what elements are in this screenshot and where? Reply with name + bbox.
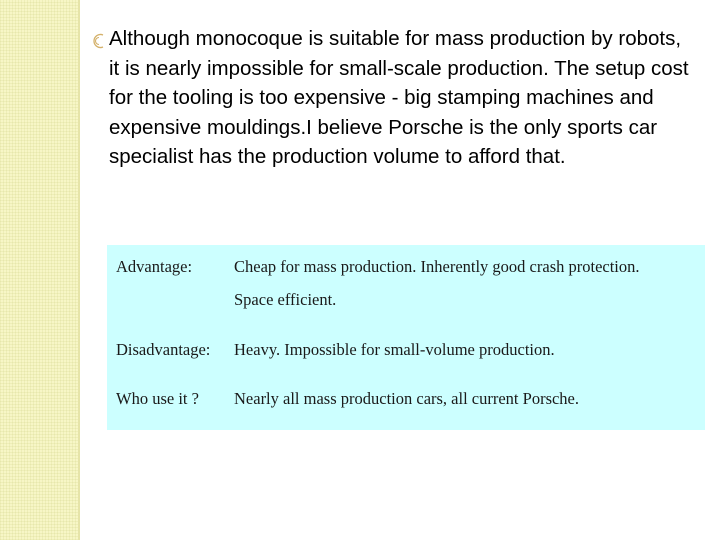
row-label-disadvantage: Disadvantage:: [116, 340, 211, 359]
row-value-who-uses: Nearly all mass production cars, all current Porsche.: [234, 389, 580, 408]
row-value-advantage: Cheap for mass production. Inherently good crash protection.: [234, 257, 640, 276]
decorative-side-strip: [0, 0, 80, 540]
side-strip-edge: [78, 0, 80, 540]
summary-table: [107, 245, 705, 430]
row-label-advantage: Advantage:: [116, 257, 193, 276]
row-value-disadvantage: Heavy. Impossible for small-volume production.: [234, 340, 555, 359]
row-label-who-uses: Who use it ?: [116, 389, 199, 408]
bullet-paragraph: [92, 24, 692, 172]
bullet-text: Although monocoque is suitable for mass production by robots, it is nearly impossible for small-scale production. The setup cost for the tooling is too expensive - big stamping machines and expensive mouldings.I believe Porsche is the only sports car specialist has the production volume to afford that.: [109, 27, 689, 168]
row-value-advantage-continued: Space efficient.: [234, 290, 337, 309]
bullet-ornament-icon: [92, 28, 108, 44]
